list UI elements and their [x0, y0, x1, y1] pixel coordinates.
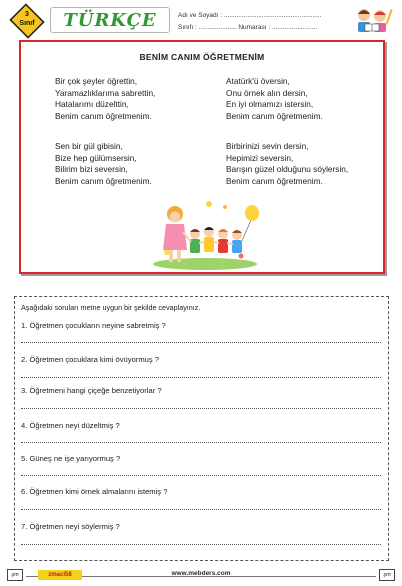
poem-line: Birbirinizi sevin dersin, — [226, 141, 309, 151]
stanza-2 — [226, 76, 323, 122]
answer-line-5[interactable] — [21, 475, 381, 476]
stanza-1 — [55, 76, 155, 122]
answer-line-6[interactable] — [21, 509, 381, 510]
poem-line: Bir çok şeyler öğrettin, — [55, 76, 138, 86]
subject-box — [50, 7, 170, 33]
poem-line: Onu örnek alın dersin, — [226, 87, 308, 98]
questions-section — [14, 296, 389, 561]
kids-reading-icon — [350, 6, 394, 34]
poem-line: En iyi olmamızı istersin, — [226, 99, 314, 110]
poem-line: Benim canım öğretmenim. — [226, 175, 323, 186]
worksheet-header — [6, 4, 396, 36]
poem-frame — [19, 40, 385, 274]
question-5: 5. Güneş ne işe yarıyormuş ? — [21, 454, 121, 463]
grade-label: 3 Sınıf — [19, 11, 35, 27]
subject-title: TÜRKÇE — [63, 10, 157, 31]
poem-line: Benim canım öğretmenim. — [55, 110, 152, 121]
poem-line: Bize hep gülümsersin, — [55, 152, 137, 163]
question-4: 4. Öğretmen neyi düzeltmiş ? — [21, 421, 120, 430]
teacher-with-children-illustration — [149, 200, 261, 270]
name-field[interactable]: Adı ve Soyadı : ...................................................... — [178, 12, 322, 19]
answer-line-2[interactable] — [21, 377, 381, 378]
question-2: 2. Öğretmen çocuklara kimi övüyormuş ? — [21, 355, 160, 364]
question-6: 6. Öğretmen kimi örnek almalarını istemiş ? — [21, 487, 168, 496]
footer-author-tag: zmaci58 — [38, 570, 82, 580]
stanza-3 — [55, 141, 152, 187]
poem-line: Barışın güzel olduğunu söylersin, — [226, 164, 349, 175]
answer-line-4[interactable] — [21, 442, 381, 443]
poem-line: Atatürk'ü översin, — [226, 76, 290, 86]
questions-intro: Aşağıdaki soruları metne uygun bir şekilde cevaplayınız. — [21, 303, 201, 312]
poem-title: BENİM CANIM ÖĞRETMENİM — [139, 52, 265, 62]
poem-line: Benim canım öğretmenim. — [226, 110, 323, 121]
poem-line: Sen bir gül gibisin, — [55, 141, 123, 151]
question-7: 7. Öğretmen neyi söylermiş ? — [21, 522, 120, 531]
question-3: 3. Öğretmeni hangi çiçeğe benzetiyorlar ? — [21, 386, 162, 395]
stanza-4 — [226, 141, 348, 187]
footer-right-mark: şm — [379, 569, 395, 581]
poem-line: Bilirim bizi seversin, — [55, 164, 128, 175]
poem-line: Hepimizi seversin, — [226, 152, 294, 163]
poem-line: Hatalarımı düzelttin, — [55, 99, 129, 110]
footer-left-mark: şm — [7, 569, 23, 581]
answer-line-7[interactable] — [21, 544, 381, 545]
answer-line-1[interactable] — [21, 342, 381, 343]
poem-line: Benim canım öğretmenim. — [55, 175, 152, 186]
answer-line-3[interactable] — [21, 408, 381, 409]
class-number-field[interactable]: Sınıfı : ..................... Numarası : ......................... — [178, 24, 318, 31]
poem-line: Yaramazlıklarıma sabrettin, — [55, 87, 156, 98]
footer-website-link[interactable]: www.mebders.com — [171, 570, 231, 577]
page-footer — [0, 566, 402, 586]
question-1: 1. Öğretmen çocukların neyine sabretmiş ? — [21, 321, 166, 330]
